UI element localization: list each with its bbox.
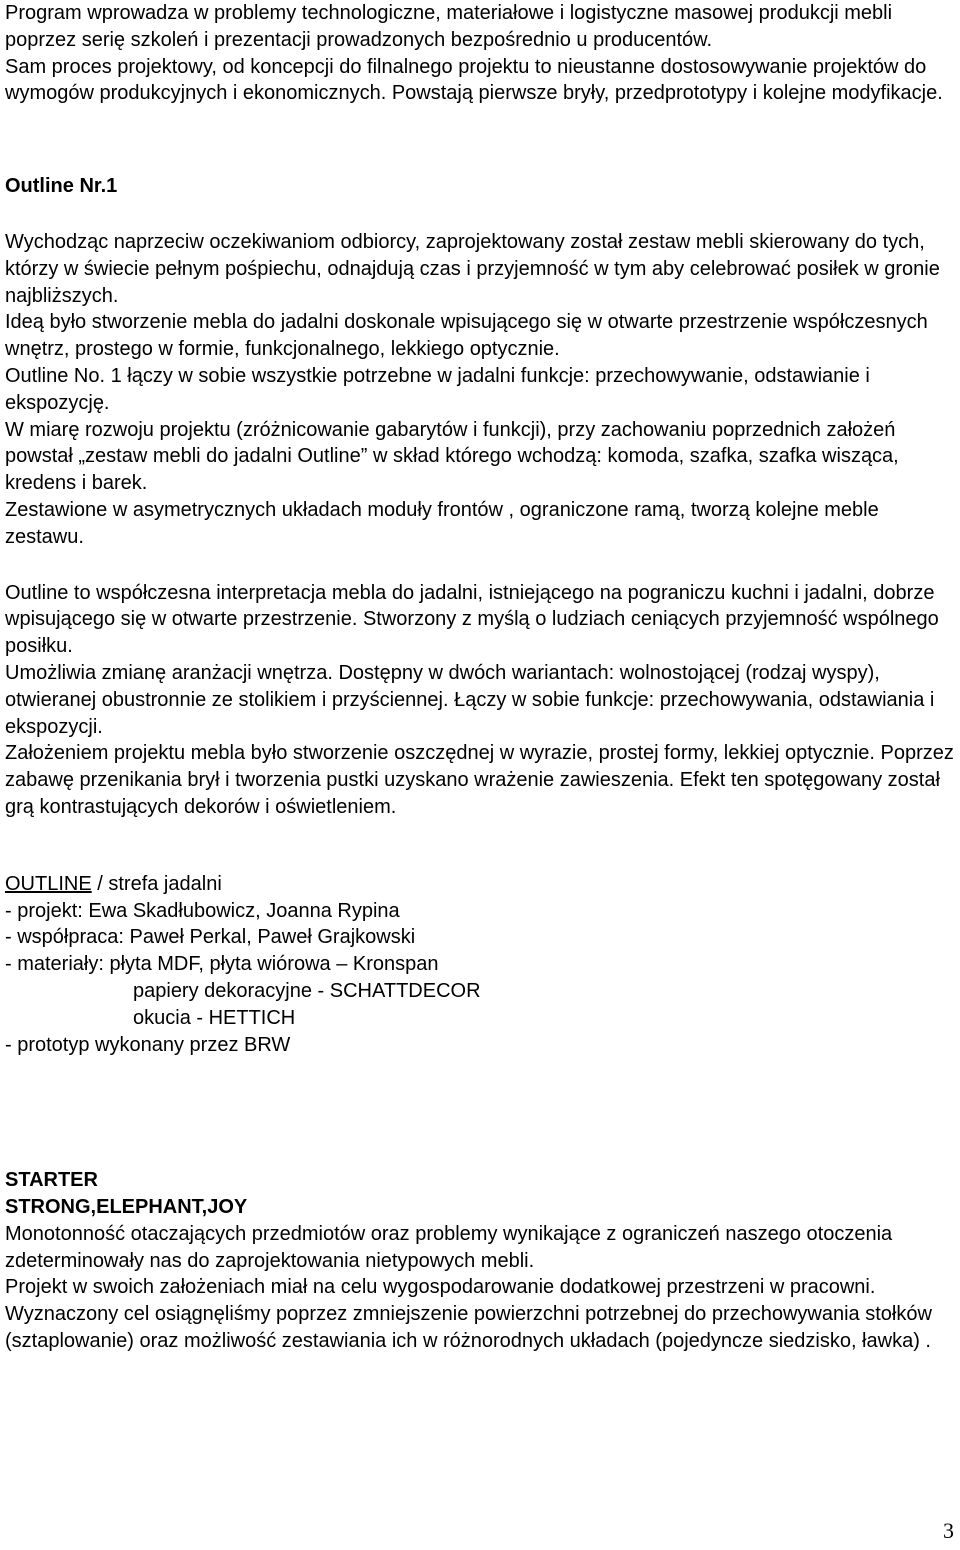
spacer bbox=[5, 821, 955, 871]
credits-line-prototype: - prototyp wykonany przez BRW bbox=[5, 1033, 291, 1056]
starter-subheading: STRONG,ELEPHANT,JOY bbox=[5, 1196, 248, 1219]
intro-paragraph-1: Program wprowadza w problemy technologiczne, materiałowe i logistyczne masowej produkcji mebli poprzez serię szkoleń i prezentacji prowadzonych bezpośrednio u producentów. bbox=[5, 2, 893, 51]
spacer bbox=[5, 551, 955, 580]
credits-line-cooperation: - współpraca: Paweł Perkal, Paweł Grajkowski bbox=[5, 926, 416, 949]
outline-paragraph-1: Wychodząc naprzeciw oczekiwaniom odbiorcy, zaprojektowany został zestaw mebli skierowany do tych, którzy w świecie pełnym pośpiechu, odnajdują czas i przyjemność w tym aby celebrować posiłek w gronie najbliższych. bbox=[5, 230, 940, 307]
credits-line-fittings: okucia - HETTICH bbox=[133, 1006, 296, 1029]
document-page bbox=[5, 0, 955, 1355]
starter-paragraph-2: Projekt w swoich założeniach miał na celu wygospodarowanie dodatkowej przestrzeni w pracowni. Wyznaczony cel osiągnęliśmy poprzez zmniejszenie powierzchni potrzebnej do przechowywania stołków (sztaplowanie) oraz możliwość zestawiania ich w różnorodnych układach (pojedyncze siedzisko, ławka) . bbox=[5, 1276, 932, 1353]
spacer bbox=[5, 107, 955, 173]
starter-paragraph-1: Monotonność otaczających przedmiotów oraz problemy wynikające z ograniczeń naszego otoczenia zdeterminowały nas do zaprojektowania nietypowych mebli. bbox=[5, 1222, 893, 1272]
outline-paragraph-6: Outline to współczesna interpretacja mebla do jadalni, istniejącego na pograniczu kuchni i jadalni, dobrze wpisującego się w otwarte przestrzenie. Stworzony z myślą o ludziach ceniących przyjemność wspólnego posiłku. bbox=[5, 581, 939, 658]
outline-paragraph-5: Zestawione w asymetrycznych układach moduły frontów , ograniczone ramą, tworzą kolejne meble zestawu. bbox=[5, 498, 879, 548]
credits-title-main: OUTLINE bbox=[5, 872, 92, 895]
starter-heading: STARTER bbox=[5, 1169, 98, 1192]
outline-paragraph-2: Ideą było stworzenie mebla do jadalni doskonale wpisującego się w otwarte przestrzenie współczesnych wnętrz, prostego w formie, funkcjonalnego, lekkiego optycznie. bbox=[5, 311, 928, 361]
intro-paragraph-2: Sam proces projektowy, od koncepcji do filnalnego projektu to nieustanne dostosowywanie projektów do wymogów produkcyjnych i ekonomicznych. Powstają pierwsze bryły, przedprototypy i kolejne modyfikacje. bbox=[5, 55, 943, 105]
outline-paragraph-3: Outline No. 1 łączy w sobie wszystkie potrzebne w jadalni funkcje: przechowywanie, odstawianie i ekspozycję. bbox=[5, 364, 870, 414]
credits-title-rest: / strefa jadalni bbox=[91, 872, 222, 895]
outline-paragraph-4: W miarę rozwoju projektu (zróżnicowanie gabarytów i funkcji), przy zachowaniu poprzednich założeń powstał „zestaw mebli do jadalni Outline” w skład którego wchodzą: komoda, szafka, szafka wisząca, kredens i barek. bbox=[5, 418, 899, 495]
credits-title bbox=[5, 871, 955, 898]
credits-line-papers: papiery dekoracyjne - SCHATTDECOR bbox=[133, 979, 481, 1002]
credits-line-project: - projekt: Ewa Skadłubowicz, Joanna Rypina bbox=[5, 899, 400, 922]
spacer bbox=[5, 200, 955, 229]
page-number: 3 bbox=[943, 1518, 954, 1543]
credits-line-materials: - materiały: płyta MDF, płyta wiórowa – Kronspan bbox=[5, 953, 439, 976]
outline-paragraph-7: Umożliwia zmianę aranżacji wnętrza. Dostępny w dwóch wariantach: wolnostojącej (rodzaj wyspy), otwieranej obustronnie ze stolikiem i przyściennej. Łączy w sobie funkcje: przechowywania, odstawiania i ekspozycji. bbox=[5, 661, 935, 738]
spacer bbox=[5, 1058, 955, 1167]
outline-paragraph-8: Założeniem projektu mebla było stworzenie oszczędnej w wyrazie, prostej formy, lekkiej optycznie. Poprzez zabawę przenikania brył i tworzenia pustki uzyskano wrażenie zawieszenia. Efekt ten spotęgowany został grą kontrastujących dekorów i oświetleniem. bbox=[5, 742, 954, 818]
outline-nr1-heading: Outline Nr.1 bbox=[5, 175, 118, 198]
